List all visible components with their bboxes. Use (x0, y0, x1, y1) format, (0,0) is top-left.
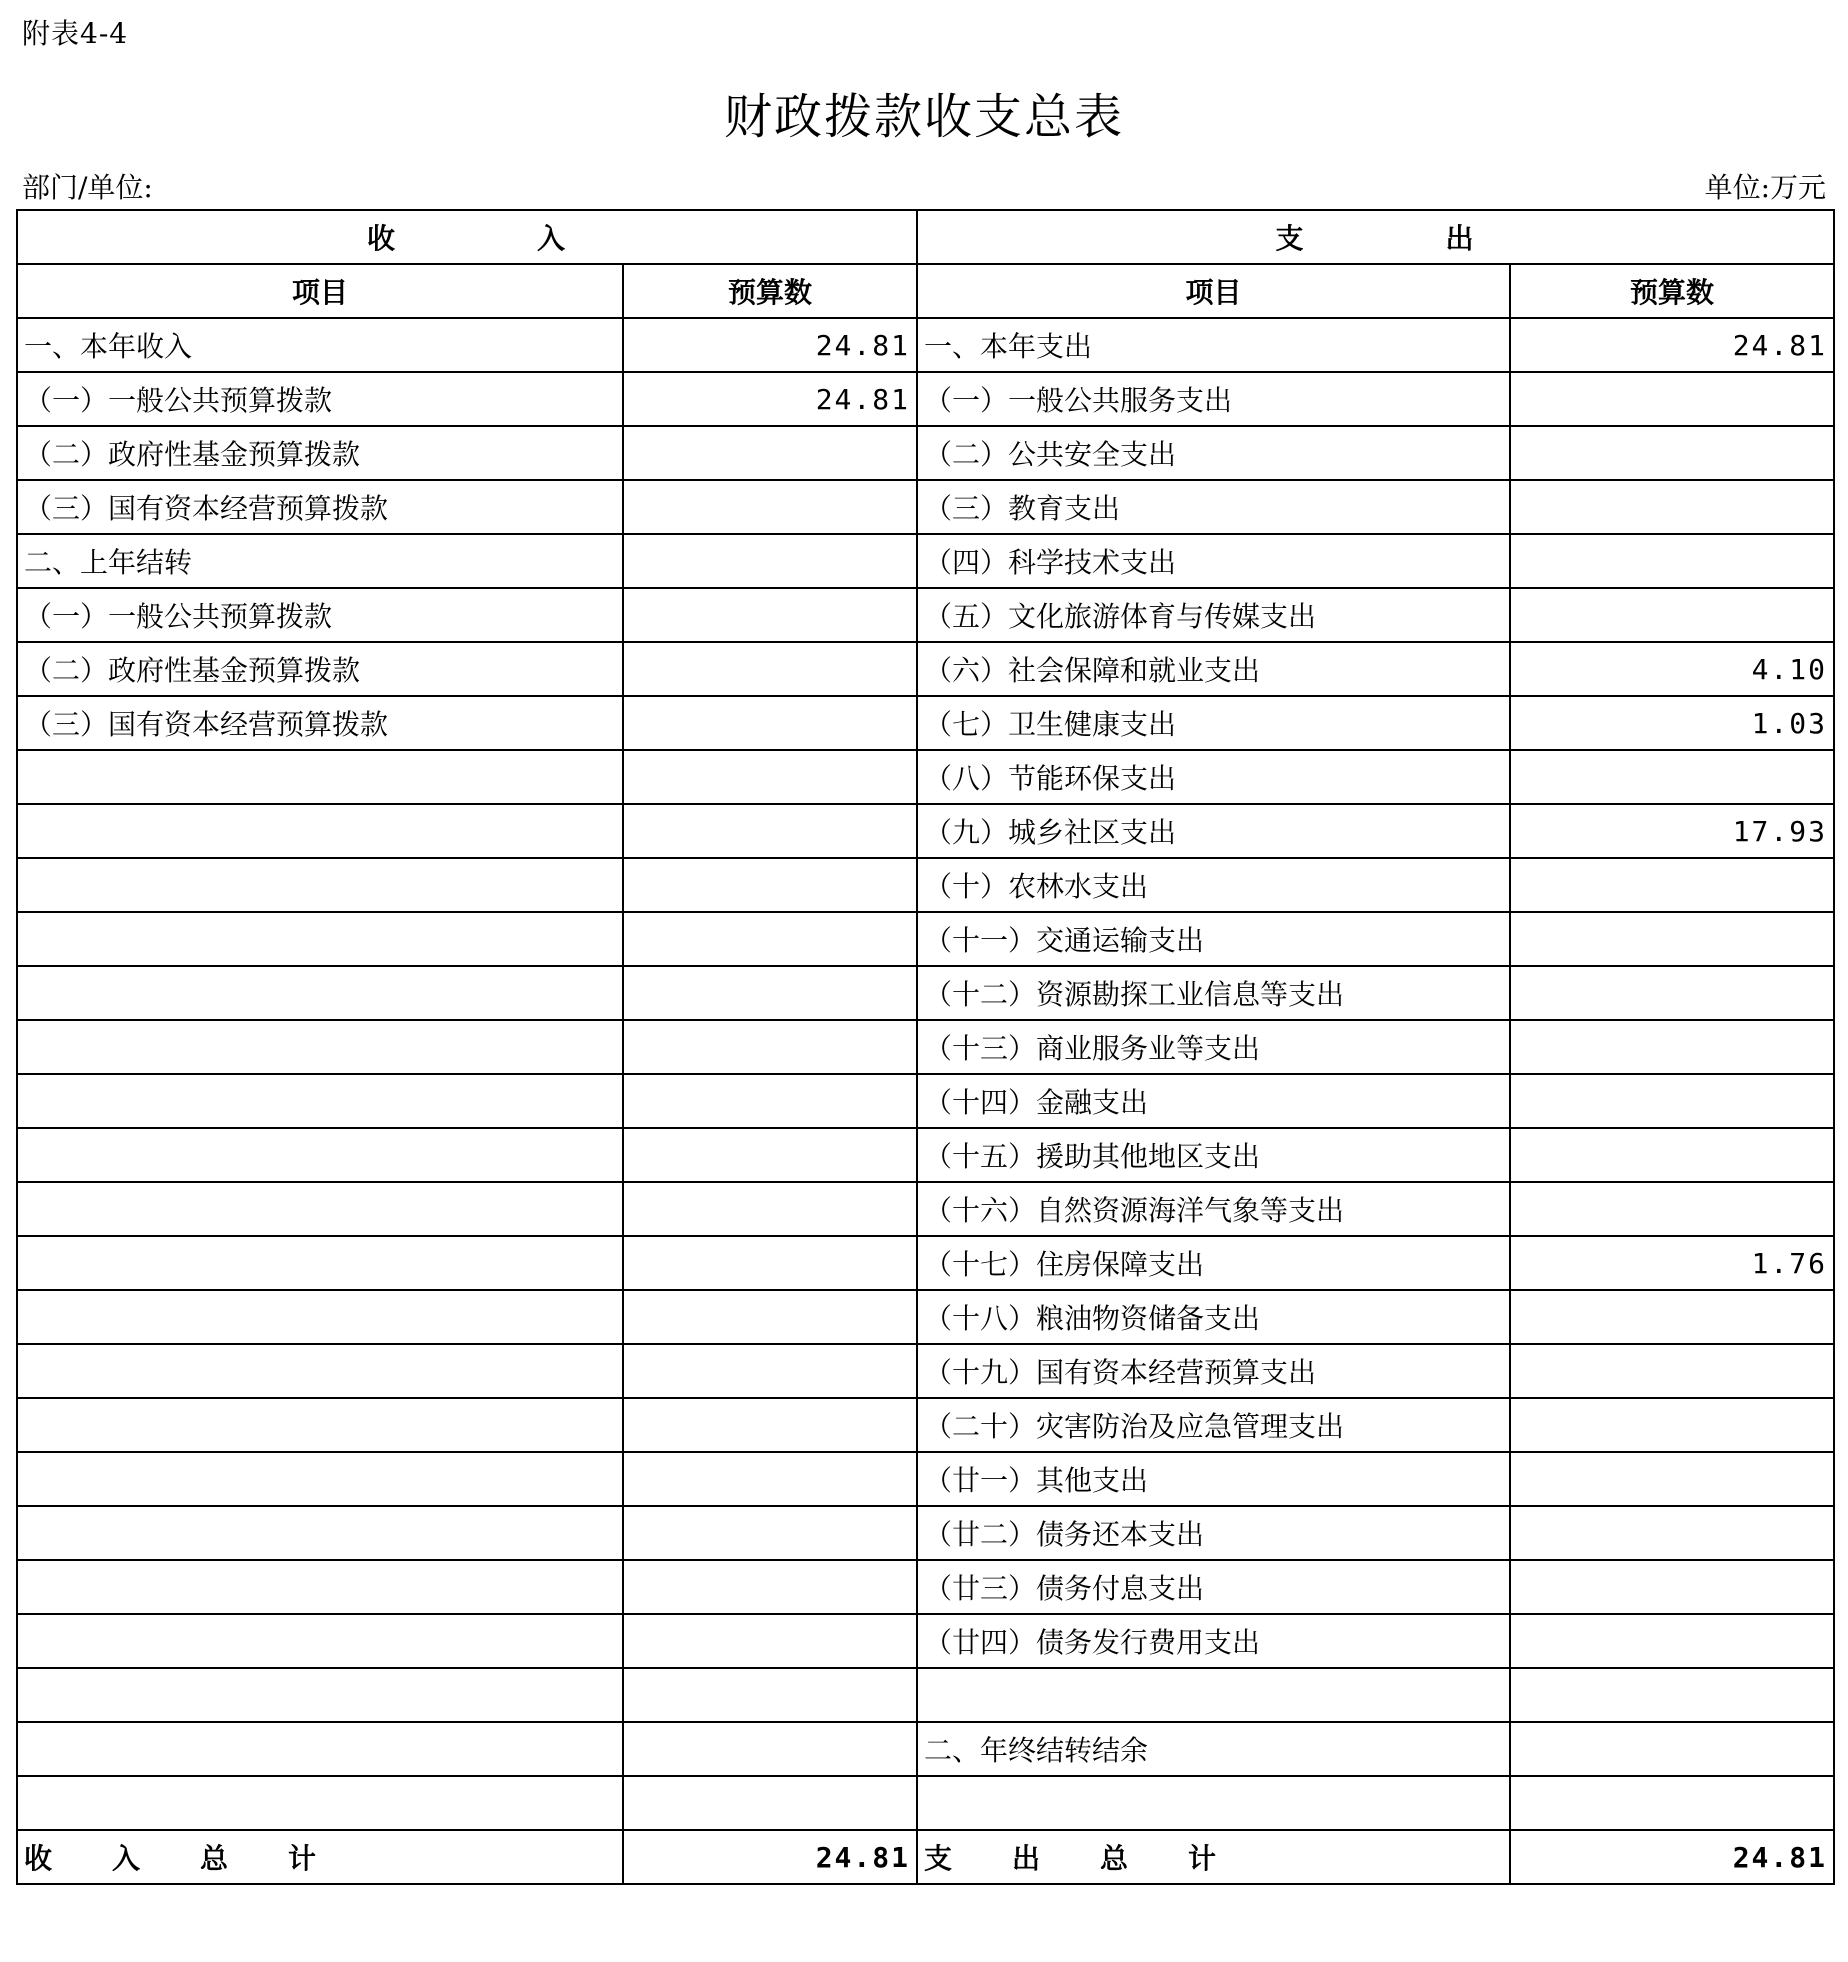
expense-group-header (917, 210, 1834, 264)
group-header-row (17, 210, 1834, 264)
expense-item-cell: （五）文化旅游体育与传媒支出 (917, 588, 1510, 642)
income-budget-cell (623, 1128, 917, 1182)
expense-item-header: 项目 (917, 264, 1510, 318)
expense-item-cell: （十五）援助其他地区支出 (917, 1128, 1510, 1182)
expense-budget-cell (1510, 858, 1834, 912)
expense-item-cell: （廿四）债务发行费用支出 (917, 1614, 1510, 1668)
expense-budget-cell: 1.76 (1510, 1236, 1834, 1290)
income-total-value: 24.81 (623, 1830, 917, 1884)
income-budget-cell (623, 588, 917, 642)
income-item-cell (17, 1074, 623, 1128)
expense-budget-cell (1510, 1452, 1834, 1506)
income-budget-header: 预算数 (623, 264, 917, 318)
expense-budget-cell (1510, 534, 1834, 588)
expense-budget-cell (1510, 1776, 1834, 1830)
income-item-cell (17, 966, 623, 1020)
income-item-cell: （二）政府性基金预算拨款 (17, 642, 623, 696)
expense-item-cell: （十一）交通运输支出 (917, 912, 1510, 966)
income-budget-cell (623, 750, 917, 804)
income-budget-cell (623, 912, 917, 966)
income-item-cell (17, 1722, 623, 1776)
income-item-cell (17, 1236, 623, 1290)
table-row (17, 1452, 1834, 1506)
page-title: 财政拨款收支总表 (723, 89, 1124, 145)
table-row (17, 1506, 1834, 1560)
expense-budget-cell (1510, 1074, 1834, 1128)
income-item-cell (17, 804, 623, 858)
income-budget-cell (623, 696, 917, 750)
income-header-char: 收 (366, 222, 397, 255)
table-row (17, 1182, 1834, 1236)
expense-item-cell: （廿三）债务付息支出 (917, 1560, 1510, 1614)
table-row (17, 912, 1834, 966)
income-budget-cell (623, 1398, 917, 1452)
column-header-row (17, 264, 1834, 318)
expense-item-cell: （七）卫生健康支出 (917, 696, 1510, 750)
total-label-char: 出 (1012, 1842, 1041, 1875)
expense-budget-cell (1510, 1344, 1834, 1398)
expense-item-cell: （十三）商业服务业等支出 (917, 1020, 1510, 1074)
unit-label: 单位:万元 (1704, 171, 1826, 204)
income-item-cell: （三）国有资本经营预算拨款 (17, 696, 623, 750)
income-budget-cell (623, 426, 917, 480)
expense-total-label (917, 1830, 1510, 1884)
income-budget-cell (623, 804, 917, 858)
table-row (17, 534, 1834, 588)
expense-budget-cell (1510, 912, 1834, 966)
expense-total-value: 24.81 (1510, 1830, 1834, 1884)
income-budget-cell (623, 1668, 917, 1722)
expense-budget-cell (1510, 966, 1834, 1020)
expense-item-cell: （三）教育支出 (917, 480, 1510, 534)
income-item-cell (17, 1344, 623, 1398)
expense-budget-cell (1510, 588, 1834, 642)
income-item-cell: 一、本年收入 (17, 318, 623, 372)
expense-budget-cell (1510, 1020, 1834, 1074)
expense-item-cell: 一、本年支出 (917, 318, 1510, 372)
income-budget-cell (623, 1560, 917, 1614)
expense-item-cell: （十九）国有资本经营预算支出 (917, 1344, 1510, 1398)
expense-item-cell: （九）城乡社区支出 (917, 804, 1510, 858)
income-item-cell: 二、上年结转 (17, 534, 623, 588)
expense-item-cell (917, 1668, 1510, 1722)
income-header-char: 入 (537, 222, 568, 255)
table-row (17, 750, 1834, 804)
income-item-cell (17, 1668, 623, 1722)
table-row (17, 1344, 1834, 1398)
income-budget-cell (623, 1074, 917, 1128)
totals-row (17, 1830, 1834, 1884)
expense-budget-cell (1510, 1506, 1834, 1560)
table-row (17, 804, 1834, 858)
income-item-cell (17, 1182, 623, 1236)
income-budget-cell (623, 1452, 917, 1506)
income-budget-cell (623, 1614, 917, 1668)
expense-budget-cell: 17.93 (1510, 804, 1834, 858)
table-row (17, 1614, 1834, 1668)
income-budget-cell (623, 534, 917, 588)
income-item-cell (17, 1128, 623, 1182)
expense-budget-cell (1510, 480, 1834, 534)
total-label-char: 总 (1100, 1842, 1129, 1875)
expense-budget-cell: 4.10 (1510, 642, 1834, 696)
income-budget-cell (623, 1722, 917, 1776)
table-row (17, 1722, 1834, 1776)
income-budget-cell (623, 1236, 917, 1290)
total-label-char: 入 (112, 1842, 141, 1875)
table-row (17, 1290, 1834, 1344)
income-budget-cell: 24.81 (623, 318, 917, 372)
income-item-cell (17, 1614, 623, 1668)
expense-item-cell: （八）节能环保支出 (917, 750, 1510, 804)
income-item-cell (17, 1398, 623, 1452)
expense-budget-cell (1510, 1614, 1834, 1668)
expense-budget-cell: 1.03 (1510, 696, 1834, 750)
expense-budget-cell (1510, 1290, 1834, 1344)
expense-budget-cell (1510, 426, 1834, 480)
income-item-cell (17, 1452, 623, 1506)
income-budget-cell (623, 480, 917, 534)
income-group-header (17, 210, 917, 264)
expense-item-cell: （廿二）债务还本支出 (917, 1506, 1510, 1560)
expense-budget-header: 预算数 (1510, 264, 1834, 318)
table-row (17, 1236, 1834, 1290)
income-item-cell: （一）一般公共预算拨款 (17, 588, 623, 642)
table-row (17, 1668, 1834, 1722)
table-row (17, 588, 1834, 642)
table-row (17, 1560, 1834, 1614)
expense-item-cell: （一）一般公共服务支出 (917, 372, 1510, 426)
income-item-cell (17, 1560, 623, 1614)
table-row (17, 642, 1834, 696)
expense-item-cell: （十六）自然资源海洋气象等支出 (917, 1182, 1510, 1236)
table-row (17, 1776, 1834, 1830)
income-item-cell: （三）国有资本经营预算拨款 (17, 480, 623, 534)
expense-budget-cell (1510, 1560, 1834, 1614)
expense-header-char: 出 (1445, 222, 1476, 255)
expense-item-cell: 二、年终结转结余 (917, 1722, 1510, 1776)
table-row (17, 318, 1834, 372)
income-item-cell (17, 1506, 623, 1560)
income-budget-cell (623, 1290, 917, 1344)
expense-item-cell: （廿一）其他支出 (917, 1452, 1510, 1506)
income-item-cell: （二）政府性基金预算拨款 (17, 426, 623, 480)
expense-item-cell: （十八）粮油物资储备支出 (917, 1290, 1510, 1344)
total-label-char: 计 (1188, 1842, 1217, 1875)
expense-budget-cell (1510, 1182, 1834, 1236)
table-row (17, 858, 1834, 912)
expense-item-cell: （二）公共安全支出 (917, 426, 1510, 480)
income-item-cell (17, 858, 623, 912)
expense-header-char: 支 (1275, 222, 1306, 255)
table-row (17, 426, 1834, 480)
income-budget-cell (623, 966, 917, 1020)
table-row (17, 1128, 1834, 1182)
expense-item-cell (917, 1776, 1510, 1830)
table-row (17, 480, 1834, 534)
total-label-char: 计 (288, 1842, 317, 1875)
expense-item-cell: （十二）资源勘探工业信息等支出 (917, 966, 1510, 1020)
income-item-header: 项目 (17, 264, 623, 318)
income-budget-cell (623, 1506, 917, 1560)
income-item-cell: （一）一般公共预算拨款 (17, 372, 623, 426)
income-item-cell (17, 912, 623, 966)
budget-table (16, 209, 1835, 1885)
annex-label: 附表4-4 (22, 17, 129, 50)
expense-item-cell: （六）社会保障和就业支出 (917, 642, 1510, 696)
expense-budget-cell (1510, 372, 1834, 426)
expense-item-cell: （二十）灾害防治及应急管理支出 (917, 1398, 1510, 1452)
table-row (17, 1020, 1834, 1074)
expense-budget-cell (1510, 1722, 1834, 1776)
income-budget-cell (623, 858, 917, 912)
total-label-char: 支 (924, 1842, 953, 1875)
department-label: 部门/单位: (22, 171, 153, 204)
table-row (17, 966, 1834, 1020)
expense-item-cell: （十）农林水支出 (917, 858, 1510, 912)
expense-budget-cell (1510, 1668, 1834, 1722)
table-row (17, 1074, 1834, 1128)
income-item-cell (17, 1290, 623, 1344)
income-total-label (17, 1830, 623, 1884)
total-label-char: 收 (24, 1842, 53, 1875)
table-row (17, 1398, 1834, 1452)
expense-item-cell: （十四）金融支出 (917, 1074, 1510, 1128)
table-row (17, 696, 1834, 750)
income-budget-cell (623, 1344, 917, 1398)
expense-budget-cell (1510, 750, 1834, 804)
expense-budget-cell (1510, 1128, 1834, 1182)
income-budget-cell (623, 642, 917, 696)
table-row (17, 372, 1834, 426)
income-item-cell (17, 750, 623, 804)
total-label-char: 总 (200, 1842, 229, 1875)
income-budget-cell: 24.81 (623, 372, 917, 426)
income-budget-cell (623, 1776, 917, 1830)
expense-budget-cell (1510, 1398, 1834, 1452)
income-item-cell (17, 1020, 623, 1074)
income-budget-cell (623, 1182, 917, 1236)
expense-item-cell: （四）科学技术支出 (917, 534, 1510, 588)
expense-budget-cell: 24.81 (1510, 318, 1834, 372)
income-budget-cell (623, 1020, 917, 1074)
expense-item-cell: （十七）住房保障支出 (917, 1236, 1510, 1290)
income-item-cell (17, 1776, 623, 1830)
